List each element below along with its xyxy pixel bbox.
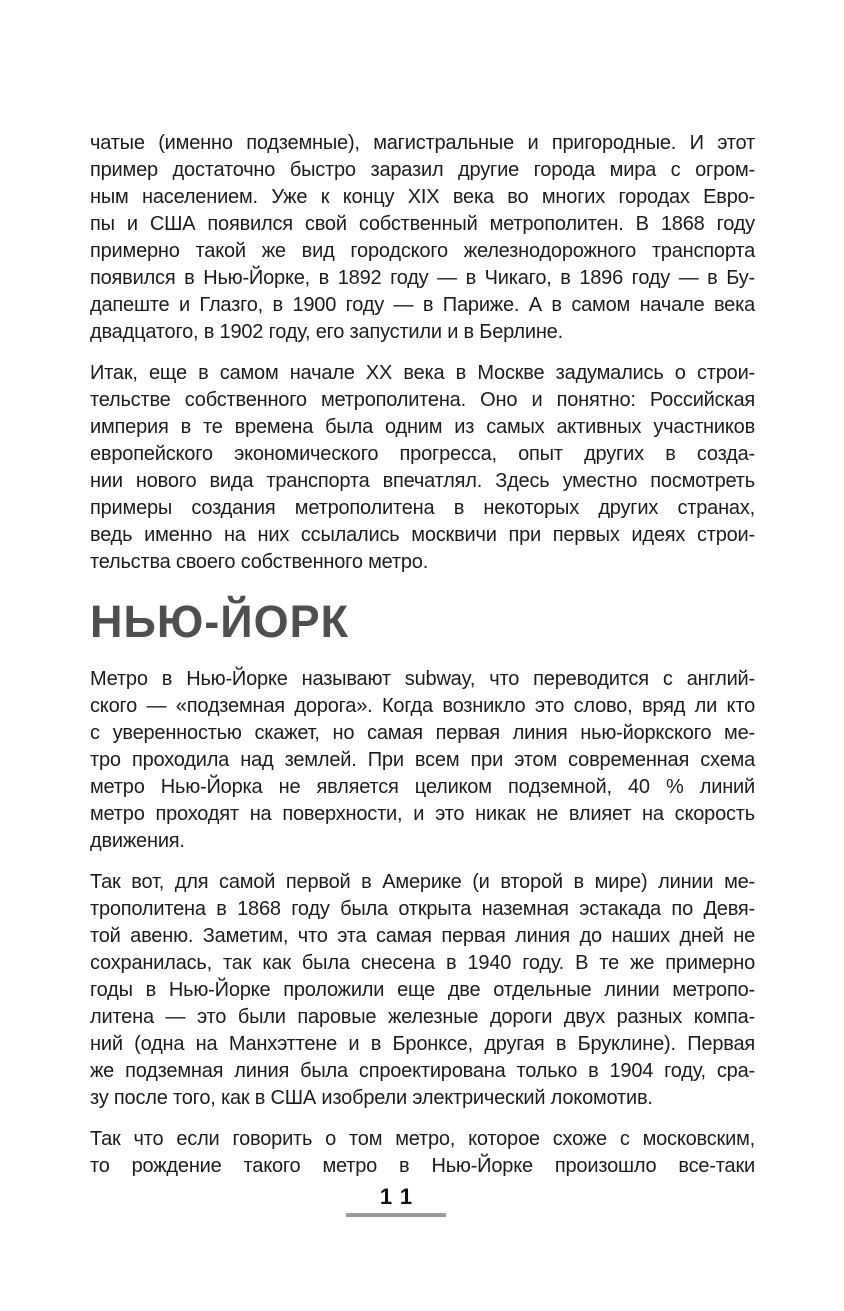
text-line: появился в Нью-Йорке, в 1892 году — в Чикаго, в 1896 году — в Бу- [90, 267, 755, 289]
text-line: метро Нью-Йорка не является целиком подземной, 40 % линий [90, 776, 755, 798]
page-content [90, 130, 755, 1194]
page-number-divider [346, 1213, 446, 1217]
page-number: 11 [379, 1184, 422, 1209]
paragraph [90, 869, 755, 1112]
text-line: зу после того, как в США изобрели электрический локомотив. [90, 1087, 653, 1109]
text-line: движения. [90, 830, 185, 852]
section-heading: НЬЮ-ЙОРК [90, 596, 350, 647]
text-line: двадцатого, в 1902 году, его запустили и в Берлине. [90, 321, 563, 343]
paragraph [90, 1126, 755, 1180]
text-line: тельстве собственного метрополитена. Оно и понятно: Российская [90, 389, 755, 411]
text-line: же подземная линия была спроектирована только в 1904 году, сра- [90, 1060, 755, 1082]
text-line: пример достаточно быстро заразил другие города мира с огром- [90, 159, 755, 181]
text-line: чатые (именно подземные), магистральные и пригородные. И этот [90, 132, 755, 154]
page-number-block [346, 1184, 446, 1217]
text-line: литена — это были паровые железные дороги двух разных компа- [90, 1006, 755, 1028]
text-line: ным населением. Уже к концу XIX века во многих городах Евро- [90, 186, 755, 208]
text-line: ского — «подземная дорога». Когда возникло это слово, вряд ли кто [90, 695, 755, 717]
text-line: примерно такой же вид городского железнодорожного транспорта [90, 240, 755, 262]
text-line: трополитена в 1868 году была открыта наземная эстакада по Девя- [90, 898, 755, 920]
text-line: ний (одна на Манхэттене и в Бронксе, другая в Бруклине). Первая [90, 1033, 755, 1055]
text-line: тро проходила над землей. При всем при этом современная схема [90, 749, 755, 771]
text-line: империя в те времена была одним из самых активных участников [90, 416, 755, 438]
paragraph [90, 666, 755, 855]
text-line: Так что если говорить о том метро, которое схоже с московским, [90, 1128, 755, 1150]
text-line: метро проходят на поверхности, и это никак не влияет на скорость [90, 803, 755, 825]
text-line: ведь именно на них ссылались москвичи при первых идеях строи- [90, 524, 755, 546]
text-line: пы и США появился свой собственный метрополитен. В 1868 году [90, 213, 755, 235]
text-line: с уверенностью скажет, но самая первая линия нью-йоркского ме- [90, 722, 755, 744]
text-line: Так вот, для самой первой в Америке (и второй в мире) линии ме- [90, 871, 755, 893]
text-line: примеры создания метрополитена в некоторых других странах, [90, 497, 755, 519]
text-line: нии нового вида транспорта впечатлял. Здесь уместно посмотреть [90, 470, 755, 492]
page-footer [0, 1184, 844, 1217]
text-line: сохранилась, так как была снесена в 1940 году. В те же примерно [90, 952, 755, 974]
paragraph [90, 130, 755, 346]
paragraph [90, 360, 755, 576]
text-line: той авеню. Заметим, что эта самая первая линия до наших дней не [90, 925, 755, 947]
text-line: европейского экономического прогресса, опыт других в созда- [90, 443, 755, 465]
text-line: Итак, еще в самом начале XX века в Москве задумались о строи- [90, 362, 755, 384]
text-line: дапеште и Глазго, в 1900 году — в Париже. А в самом начале века [90, 294, 755, 316]
text-line: годы в Нью-Йорке проложили еще две отдельные линии метропо- [90, 979, 755, 1001]
text-line: Метро в Нью-Йорке называют subway, что переводится с англий- [90, 668, 755, 690]
text-line: тельства своего собственного метро. [90, 551, 429, 573]
text-line: то рождение такого метро в Нью-Йорке произошло все-таки [90, 1155, 755, 1177]
